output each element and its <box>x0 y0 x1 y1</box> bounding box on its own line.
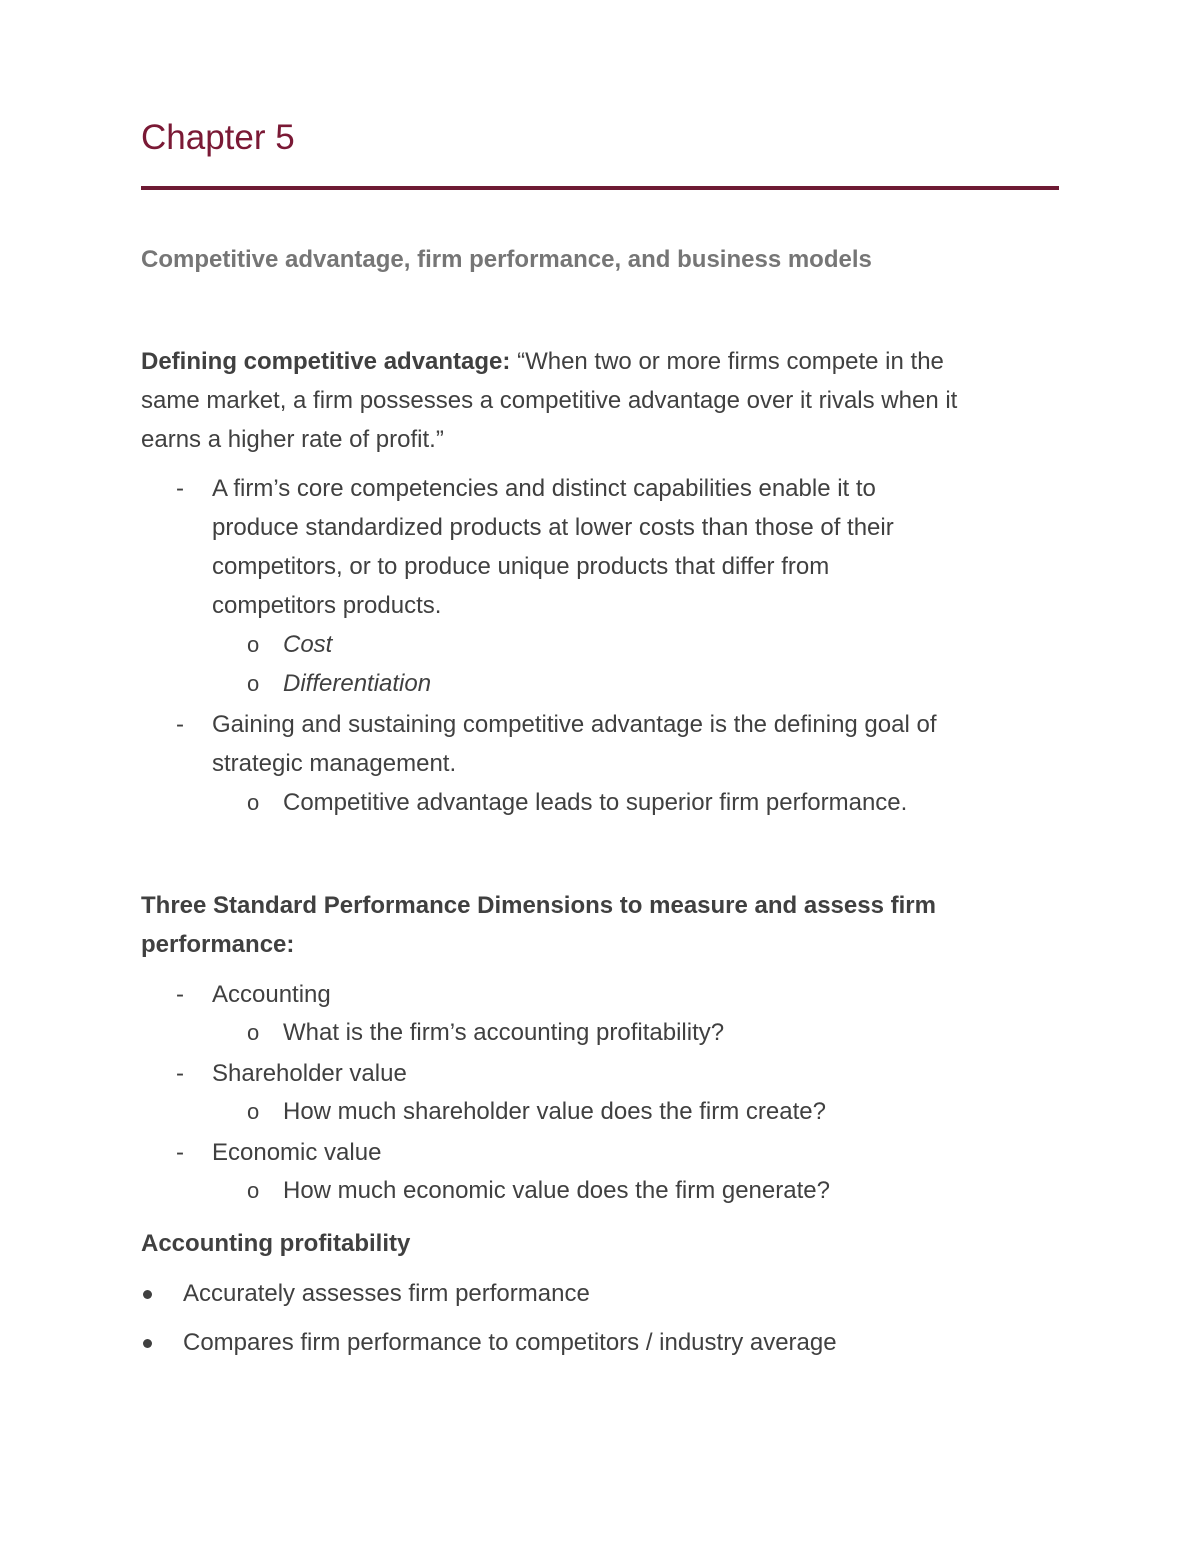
chapter-subtitle: Competitive advantage, firm performance, and business models <box>141 246 872 273</box>
circle-bullet-marker: o <box>247 632 260 657</box>
dimension-economic-value: Economic value <box>212 1139 382 1166</box>
dash-marker: - <box>176 1060 184 1087</box>
chapter-title: Chapter 5 <box>141 118 295 157</box>
list-item-line: A firm’s core competencies and distinct capabilities enable it to <box>212 475 876 502</box>
dimension-accounting: Accounting <box>212 981 331 1008</box>
title-divider <box>141 186 1059 190</box>
circle-bullet-marker: o <box>247 1099 260 1124</box>
list-item-line: produce standardized products at lower costs than those of their <box>212 514 894 541</box>
list-item-line: competitors, or to produce unique products that differ from <box>212 553 830 580</box>
dash-marker: - <box>176 981 184 1008</box>
accounting-heading: Accounting profitability <box>141 1230 411 1257</box>
definition-paragraph <box>141 342 1071 459</box>
dash-marker: - <box>176 475 184 502</box>
definition-line-1-text: “When two or more firms compete in the <box>510 348 944 375</box>
dimension-question: How much shareholder value does the firm create? <box>283 1098 826 1125</box>
dimension-shareholder-value: Shareholder value <box>212 1060 407 1087</box>
definition-line-3: earns a higher rate of profit.” <box>141 426 444 453</box>
dimension-question: What is the firm’s accounting profitability? <box>283 1019 725 1046</box>
list-item-line: strategic management. <box>212 750 457 777</box>
bullet-dot-icon <box>143 1339 152 1348</box>
dash-marker: - <box>176 711 184 738</box>
circle-bullet-marker: o <box>247 1020 260 1045</box>
dash-marker: - <box>176 1139 184 1166</box>
circle-bullet-marker: o <box>247 671 260 696</box>
dimensions-heading-line-1: Three Standard Performance Dimensions to measure and assess firm <box>141 892 936 919</box>
list-item-line: competitors products. <box>212 592 442 619</box>
sub-item-cost: Cost <box>283 631 333 658</box>
dimensions-heading-line-2: performance: <box>141 931 295 958</box>
definition-label: Defining competitive advantage: <box>141 348 511 375</box>
bullet-dot-icon <box>143 1290 152 1299</box>
dimension-question: How much economic value does the firm generate? <box>283 1177 830 1204</box>
circle-bullet-marker: o <box>247 790 260 815</box>
list-item-line: Gaining and sustaining competitive advantage is the defining goal of <box>212 711 937 738</box>
circle-bullet-marker: o <box>247 1178 260 1203</box>
definition-line-2: same market, a firm possesses a competitive advantage over it rivals when it <box>141 387 958 414</box>
sub-item: Competitive advantage leads to superior firm performance. <box>283 789 908 816</box>
accounting-bullet: Accurately assesses firm performance <box>183 1280 590 1307</box>
definition-line-1 <box>141 342 1071 381</box>
sub-item-differentiation: Differentiation <box>283 670 432 697</box>
accounting-bullet: Compares firm performance to competitors / industry average <box>183 1329 837 1356</box>
